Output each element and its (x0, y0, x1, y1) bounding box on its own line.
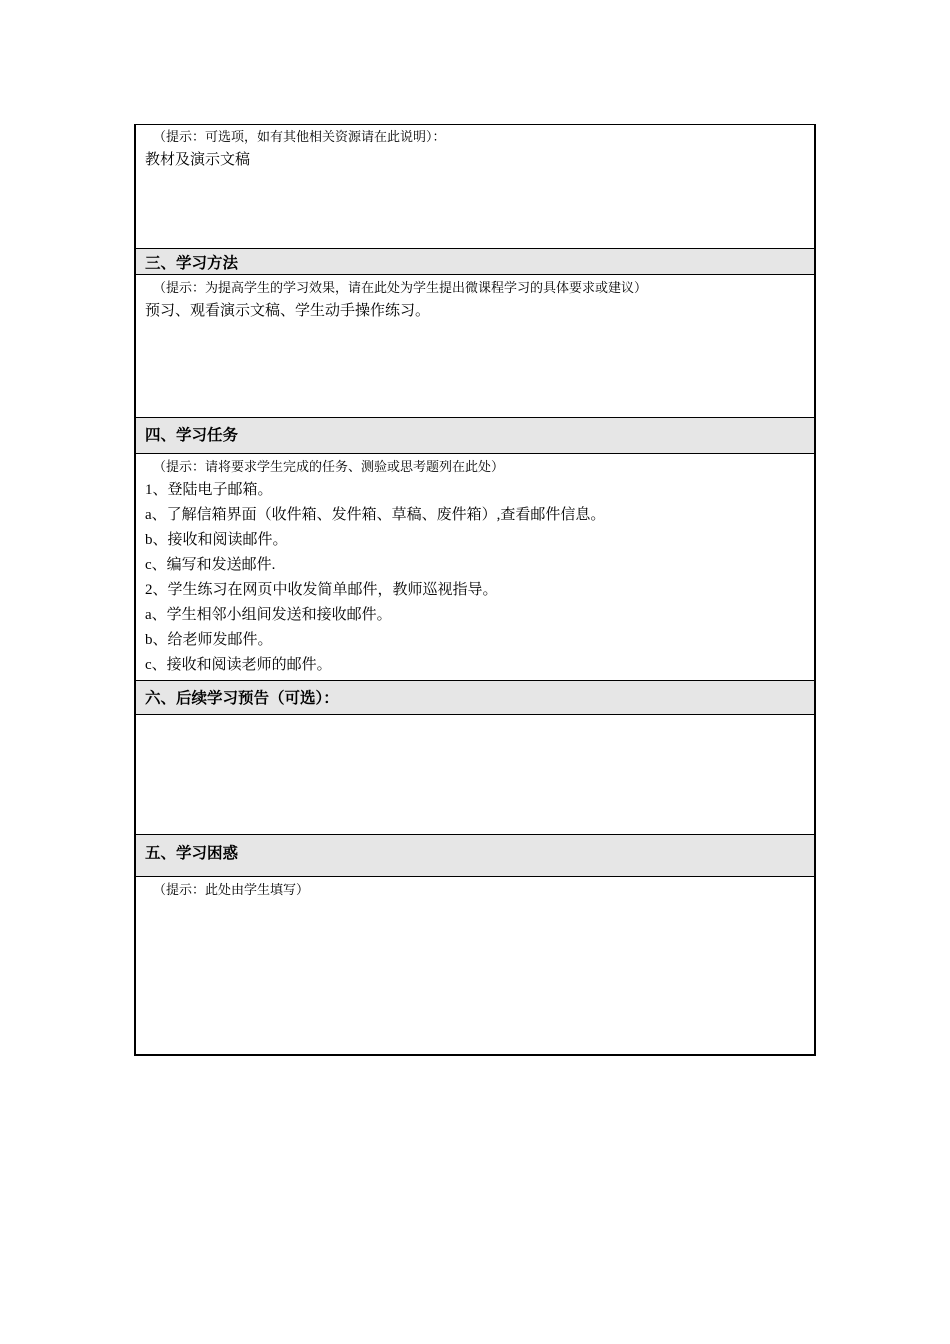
lesson-form-table (134, 124, 816, 1056)
method-hint: （提示：为提高学生的学习效果，请在此处为学生提出微课程学习的具体要求或建议） (153, 280, 648, 295)
task-line-5: 2、学生练习在网页中收发简单邮件，教师巡视指导。 (145, 582, 498, 598)
task-line-7: b、给老师发邮件。 (145, 632, 273, 648)
tasks-cell (136, 457, 814, 681)
method-cell (136, 278, 814, 418)
task-line-6: a、学生相邻小组间发送和接收邮件。 (145, 607, 392, 623)
preview-header: 六、后续学习预告（可选）： (136, 681, 814, 715)
resources-hint: （提示：可选项，如有其他相关资源请在此说明）： (153, 129, 446, 144)
method-line-1: 预习、观看演示文稿、学生动手操作练习。 (145, 303, 431, 319)
method-header: 三、学习方法 (136, 249, 814, 275)
tasks-hint: （提示：请将要求学生完成的任务、测验或思考题列在此处） (153, 459, 505, 474)
confusion-cell (136, 880, 814, 1054)
preview-cell (136, 715, 814, 835)
confusion-header: 五、学习困惑 (136, 835, 814, 877)
tasks-header: 四、学习任务 (136, 418, 814, 454)
confusion-hint: （提示：此处由学生填写） (153, 882, 310, 897)
task-line-8: c、接收和阅读老师的邮件。 (145, 657, 332, 673)
task-line-1: 1、登陆电子邮箱。 (145, 482, 273, 498)
task-line-4: c、编写和发送邮件. (145, 557, 276, 573)
resources-cell (136, 127, 814, 249)
resources-line-1: 教材及演示文稿 (145, 152, 251, 168)
task-line-3: b、接收和阅读邮件。 (145, 532, 288, 548)
task-line-2: a、了解信箱界面（收件箱、发件箱、草稿、废件箱）,查看邮件信息。 (145, 507, 606, 523)
